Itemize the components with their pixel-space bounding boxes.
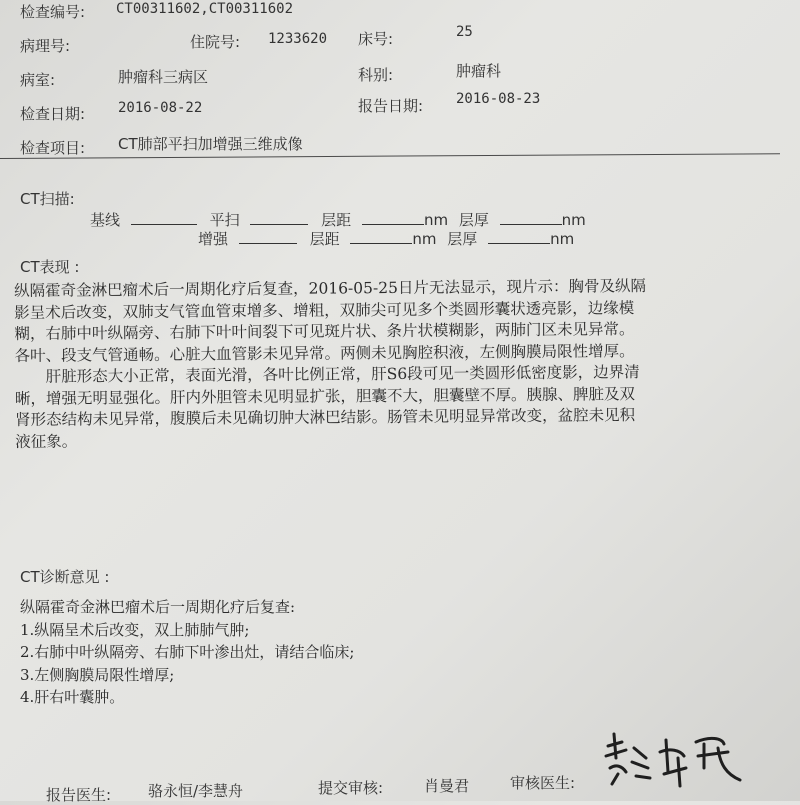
admission-no-value: 1233620: [268, 31, 328, 47]
reviewer-label: 审核医生:: [510, 774, 576, 792]
enhanced-thickness-label: 层厚: [447, 230, 478, 248]
diagnosis-item: 1.纵隔呈术后改变，双上肺肺气肿;: [20, 620, 250, 639]
plain-thickness-label: 层厚: [458, 211, 489, 229]
enhanced-spacing-label: 层距: [309, 230, 340, 248]
plain-label: 平扫: [209, 211, 240, 229]
report-date-value: 2016-08-23: [456, 91, 541, 107]
baseline-blank: [131, 210, 197, 225]
findings-line: 晰，增强无明显强化。肝内外胆管未见明显扩张，胆囊不大，胆囊壁不厚。胰腺、脾脏及双: [14, 384, 635, 408]
header-divider: [0, 153, 780, 159]
exam-date-label: 检查日期:: [20, 105, 86, 123]
submit-review-label: 提交审核:: [318, 779, 384, 797]
findings-line: 影呈术后改变，双肺支气管血管束增多、增粗，双肺尖可见多个类圆形囊状透亮影，边缘模: [14, 298, 635, 322]
department-value: 肿瘤科: [456, 62, 502, 80]
exam-date-value: 2016-08-22: [118, 100, 203, 116]
diagnosis-item: 4.肝右叶囊肿。: [20, 688, 125, 706]
findings-title: CT表现 :: [20, 258, 80, 276]
findings-line: 液征象。: [15, 432, 78, 451]
ward-value: 肿瘤科三病区: [118, 68, 209, 86]
findings-line: 糊，右肺中叶纵隔旁、右肺下叶叶间裂下可见斑片状、条片状模糊影，两肺门区未见异常。: [14, 320, 635, 343]
department-label: 科别:: [358, 66, 394, 84]
diagnosis-item: 2.右肺中叶纵隔旁、右肺下叶渗出灶，请结合临床;: [20, 643, 355, 661]
enhanced-spacing-blank: [350, 229, 412, 244]
diagnosis-item: 3.左侧胸膜局限性增厚;: [20, 665, 175, 684]
enhanced-spacing-unit: nm: [412, 230, 437, 248]
plain-spacing-unit: nm: [423, 211, 449, 229]
scan-row-enhanced: [198, 228, 574, 249]
plain-spacing-label: 层距: [321, 211, 352, 229]
exam-no-label: 检查编号:: [20, 3, 86, 21]
exam-item-value: CT肺部平扫加增强三维成像: [118, 135, 303, 153]
plain-thickness-unit: nm: [561, 211, 586, 229]
enhanced-blank: [239, 229, 297, 244]
admission-no-label: 住院号:: [190, 33, 241, 51]
submit-review-value: 肖曼君: [424, 777, 470, 795]
bed-no-value: 25: [456, 24, 473, 40]
pathology-no-label: 病理号:: [20, 37, 71, 55]
exam-no-value: CT00311602,CT00311602: [116, 1, 294, 17]
reporter-label: 报告医生:: [46, 786, 112, 804]
reporter-value: 骆永恒/李慧舟: [148, 782, 244, 800]
scan-row-plain: [90, 209, 586, 230]
reviewer-signature: [600, 728, 750, 790]
scan-title: CT扫描:: [20, 190, 75, 208]
findings-paragraph: [14, 276, 647, 453]
report-date-label: 报告日期:: [358, 97, 424, 115]
ward-label: 病室:: [20, 71, 56, 89]
plain-spacing-blank: [362, 210, 424, 225]
enhanced-label: 增强: [198, 230, 229, 248]
findings-line: 肾形态结构未见异常，腹膜后未见确切肿大淋巴结影。肠管未见明显异常改变，盆腔未见积: [15, 406, 636, 429]
findings-line: 纵隔霍奇金淋巴瘤术后一周期化疗后复查，2016-05-25日片无法显示，现片示：胸骨及纵隔: [14, 277, 647, 300]
findings-line: 各叶、段支气管通畅。心脏大血管影未见异常。两侧未见胸腔积液，左侧胸膜局限性增厚。: [14, 341, 635, 365]
enhanced-thickness-unit: nm: [550, 230, 575, 248]
diagnosis-block: [20, 596, 354, 709]
baseline-label: 基线: [90, 211, 121, 229]
findings-line: 肝脏形态大小正常，表面光滑，各叶比例正常，肝S6段可见一类圆形低密度影，边界清: [14, 363, 640, 386]
plain-blank: [250, 210, 308, 225]
diagnosis-title: CT诊断意见 :: [20, 568, 110, 586]
diagnosis-intro: 纵隔霍奇金淋巴瘤术后一周期化疗后复查:: [20, 598, 296, 616]
exam-item-label: 检查项目:: [20, 139, 86, 157]
plain-thickness-blank: [500, 210, 562, 225]
bed-no-label: 床号:: [358, 30, 394, 48]
enhanced-thickness-blank: [488, 229, 550, 244]
